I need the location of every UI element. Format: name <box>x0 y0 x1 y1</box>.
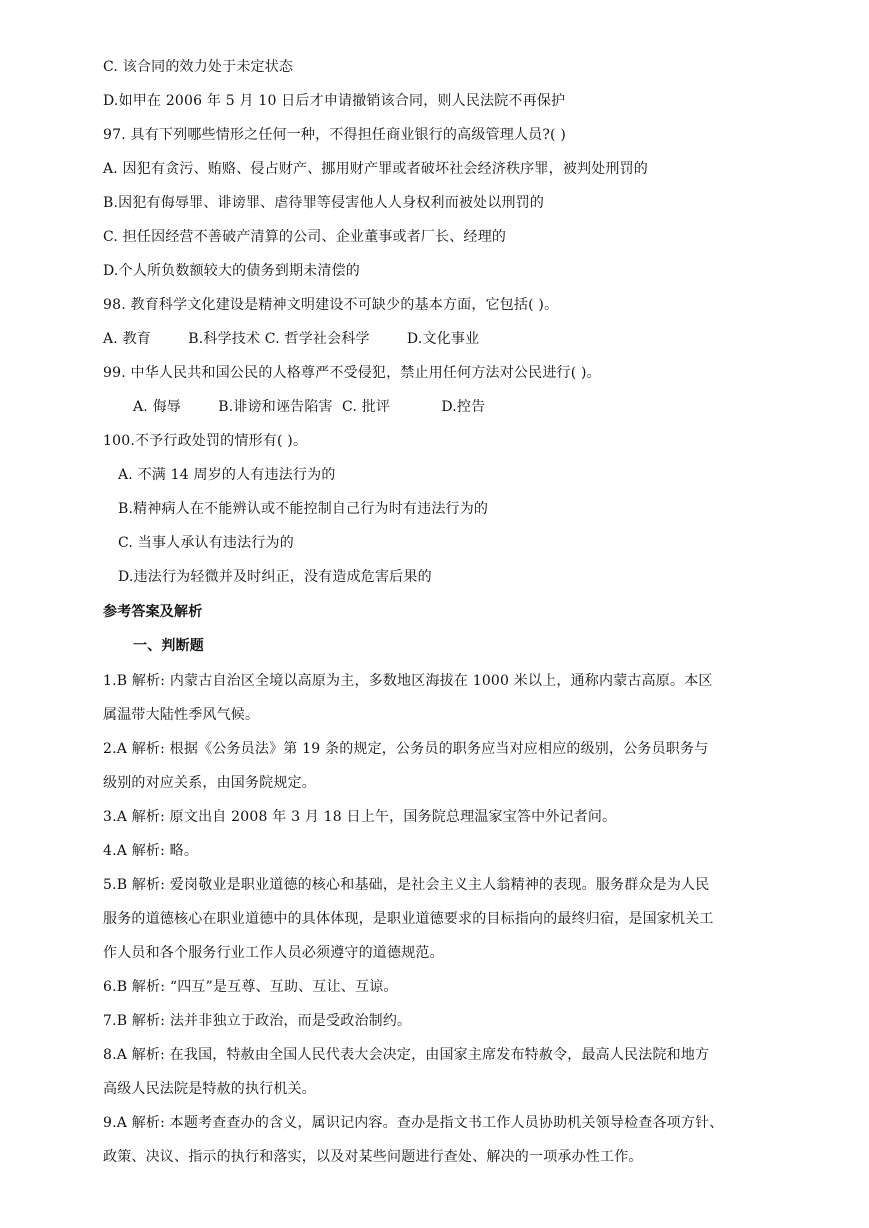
section-heading-true-false: 一、判断题 <box>133 638 204 654</box>
q100-option-d: D.违法行为轻微并及时纠正，没有造成危害后果的 <box>118 569 432 585</box>
q98-options: A. 教育 B.科学技术 C. 哲学社会科学 D.文化事业 <box>103 331 480 347</box>
q100-option-b: B.精神病人在不能辨认或不能控制自己行为时有违法行为的 <box>118 501 489 517</box>
answer-9-line-1: 9.A 解析: 本题考查查办的含义，属识记内容。查办是指文书工作人员协助机关领导检查各项方针、 <box>103 1115 724 1131</box>
q99-question: 99. 中华人民共和国公民的人格尊严不受侵犯，禁止用任何方法对公民进行( )。 <box>103 365 601 381</box>
q99-options: A. 侮辱 B.诽谤和诬告陷害 C. 批评 D.控告 <box>133 399 486 415</box>
answer-5-line-2: 服务的道德核心在职业道德中的具体体现，是职业道德要求的目标指向的最终归宿，是国家机关工 <box>103 911 714 927</box>
q97-option-c: C. 担任因经营不善破产清算的公司、企业董事或者厂长、经理的 <box>103 229 507 245</box>
answer-9-line-2: 政策、决议、指示的执行和落实，以及对某些问题进行查处、解决的一项承办性工作。 <box>103 1149 643 1165</box>
q98-question: 98. 教育科学文化建设是精神文明建设不可缺少的基本方面，它包括( )。 <box>103 297 559 313</box>
q97-option-d: D.个人所负数额较大的债务到期未清偿的 <box>103 263 360 279</box>
q96-option-c: C. 该合同的效力处于未定状态 <box>103 59 294 75</box>
q100-question: 100.不予行政处罚的情形有( )。 <box>103 433 308 449</box>
answer-5-line-1: 5.B 解析: 爱岗敬业是职业道德的核心和基础，是社会主义主人翁精神的表现。服务群众是为人民 <box>103 877 710 893</box>
answer-7: 7.B 解析: 法并非独立于政治，而是受政治制约。 <box>103 1013 412 1029</box>
answer-3: 3.A 解析: 原文出自 2008 年 3 月 18 日上午，国务院总理温家宝答中外记者问。 <box>103 809 617 825</box>
q100-option-c: C. 当事人承认有违法行为的 <box>118 535 294 551</box>
answer-6: 6.B 解析: “四互”是互尊、互助、互让、互谅。 <box>103 979 398 995</box>
answer-1-line-2: 属温带大陆性季风气候。 <box>103 707 260 723</box>
q97-question: 97. 具有下列哪些情形之任何一种，不得担任商业银行的高级管理人员?( ) <box>103 127 566 143</box>
answer-2-line-2: 级别的对应关系，由国务院规定。 <box>103 775 316 791</box>
q100-option-a: A. 不满 14 周岁的人有违法行为的 <box>118 467 336 483</box>
q97-option-a: A. 因犯有贪污、贿赂、侵占财产、挪用财产罪或者破坏社会经济秩序罪，被判处刑罚的 <box>103 161 649 177</box>
answers-heading: 参考答案及解析 <box>103 604 203 620</box>
answer-8-line-1: 8.A 解析: 在我国，特赦由全国人民代表大会决定，由国家主席发布特赦令，最高人民法院和地方 <box>103 1047 710 1063</box>
answer-1-line-1: 1.B 解析: 内蒙古自治区全境以高原为主，多数地区海拔在 1000 米以上，通称内蒙古高原。本区 <box>103 673 713 689</box>
answer-8-line-2: 高级人民法院是特赦的执行机关。 <box>103 1081 316 1097</box>
answer-2-line-1: 2.A 解析: 根据《公务员法》第 19 条的规定，公务员的职务应当对应相应的级别，公务员职务与 <box>103 741 709 757</box>
q97-option-b: B.因犯有侮辱罪、诽谤罪、虐待罪等侵害他人人身权利而被处以刑罚的 <box>103 195 545 211</box>
answer-5-line-3: 作人员和各个服务行业工作人员必须遵守的道德规范。 <box>103 945 444 961</box>
q96-option-d: D.如甲在 2006 年 5 月 10 日后才申请撤销该合同，则人民法院不再保护 <box>103 93 566 109</box>
answer-4: 4.A 解析: 略。 <box>103 843 199 859</box>
